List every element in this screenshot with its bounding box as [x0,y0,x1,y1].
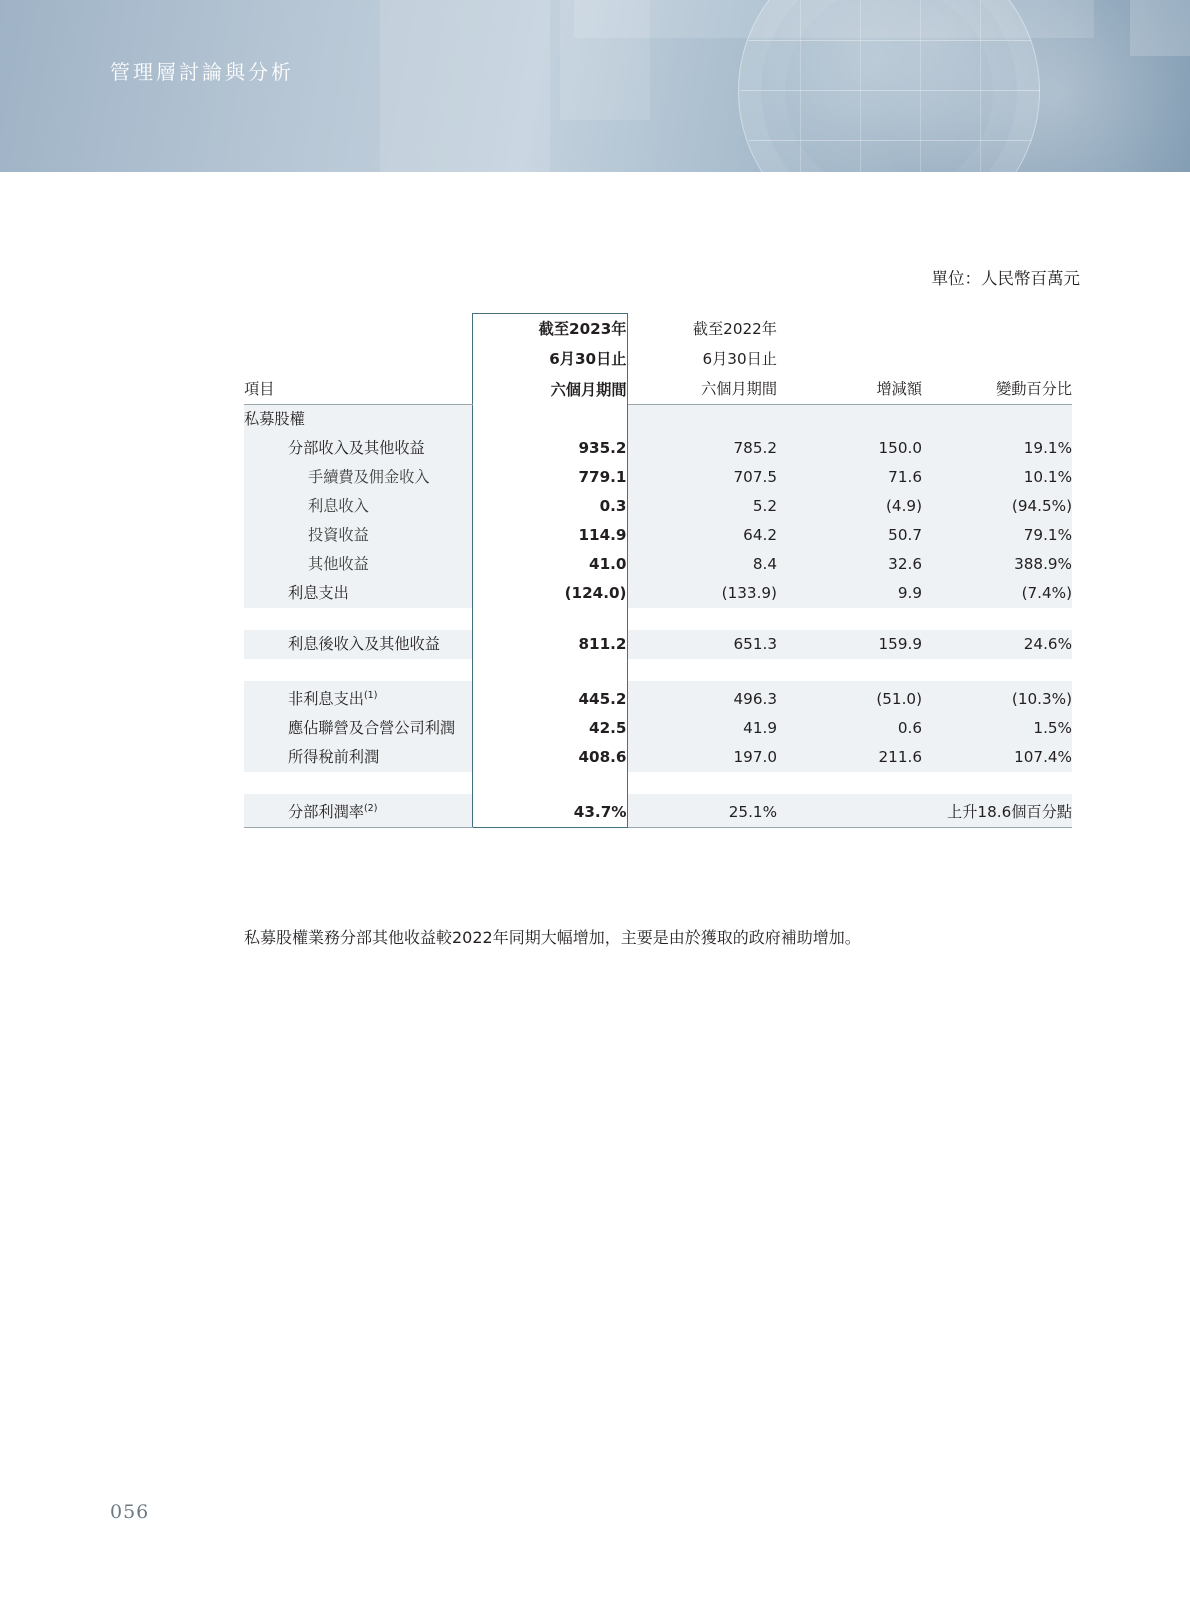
header-pct-label: 變動百分比 [922,374,1072,405]
spacer-cell [244,608,472,630]
spacer-cell [777,659,922,681]
spacer-cell [922,608,1072,630]
banner-shard-decor [560,0,650,120]
table-header-row-3 [244,374,1072,405]
row-value-2023: 935.2 [472,434,627,463]
row-value-pct: 388.9% [1014,555,1072,573]
row-value-pct: 1.5% [1033,719,1072,738]
table-row [244,630,1072,659]
table-row [244,405,1072,435]
row-value-2023: 42.5 [472,714,627,743]
row-value-2022: (133.9) [721,584,777,602]
row-value-2022: 41.9 [743,719,777,738]
body-paragraph: 私募股權業務分部其他收益較2022年同期大幅增加，主要是由於獲取的政府補助增加。 [244,928,861,947]
row-value-delta: 0.6 [897,719,922,738]
table-row [244,550,1072,579]
row-value-2023: 43.7% [472,794,627,828]
row-value-2023: 0.3 [472,492,627,521]
header-2023-line2: 6月30日止 [472,344,627,374]
header-2022-line1: 截至2022年 [692,320,777,338]
table-row [244,743,1072,772]
row-value-delta-note: 上升18.6個百分點 [777,794,1072,828]
row-value-2022: 64.2 [743,526,777,544]
table-row [244,492,1072,521]
header-pct-spacer [922,314,1072,345]
row-value-2022: 5.2 [752,497,777,515]
row-value-pct: (94.5%) [1011,497,1072,515]
spacer-cell-band [472,772,627,794]
table-row [244,579,1072,608]
row-label: 應佔聯營及合營公司利潤 [288,719,456,738]
row-value-delta: 71.6 [888,468,922,486]
row-value-2023: 408.6 [472,743,627,772]
spacer-cell [777,772,922,794]
row-value-2023: 445.2 [472,681,627,714]
banner-shard-decor [380,0,550,172]
table-row [244,714,1072,743]
spacer-cell [244,772,472,794]
row-label: 手續費及佣金收入 [308,468,430,486]
row-label: 私募股權 [244,410,305,428]
page-title: 管理層討論與分析 [110,60,294,84]
header-2023-line3: 六個月期間 [472,374,627,405]
row-value-pct: 107.4% [1014,748,1072,767]
header-2023-line1: 截至2023年 [472,314,627,345]
row-label: 其他收益 [308,555,369,573]
row-value-delta: 32.6 [888,555,922,573]
row-value-pct: 19.1% [1023,439,1072,457]
spacer-cell-band [472,608,627,630]
header-pct-spacer-2 [922,344,1072,374]
table-row [244,794,1072,828]
table-spacer-row [244,659,1072,681]
header-spacer [244,314,472,345]
row-value-delta: 159.9 [878,635,922,653]
financial-table [244,313,1072,828]
row-label: 分部收入及其他收益 [288,439,425,457]
table-row [244,681,1072,714]
row-value-delta: 211.6 [878,748,922,767]
row-value-delta: 9.9 [897,584,922,602]
table-row [244,434,1072,463]
page-number: 056 [110,1501,150,1523]
row-value-delta [777,405,922,435]
globe-grid-decor-icon [740,0,1040,172]
spacer-cell [627,659,777,681]
spacer-cell [627,608,777,630]
table-header-row-1 [244,314,1072,345]
row-label: 利息收入 [308,497,369,515]
row-value-delta: (51.0) [876,690,922,709]
row-value-2023: 779.1 [472,463,627,492]
row-value-2022 [627,405,777,435]
row-label-text: 分部利潤率 [288,803,364,822]
row-value-delta: 150.0 [878,439,922,457]
unit-note: 單位：人民幣百萬元 [931,269,1080,288]
row-value-2022: 785.2 [733,439,777,457]
row-label: 所得稅前利潤 [288,748,380,767]
table-spacer-row [244,772,1072,794]
header-delta-spacer-2 [777,344,922,374]
row-value-pct: 10.1% [1023,468,1072,486]
header-item-label: 項目 [244,374,472,405]
spacer-cell [627,772,777,794]
row-value-2023: (124.0) [472,579,627,608]
row-label: 利息支出 [288,584,349,602]
row-value-2022: 496.3 [733,690,777,709]
spacer-cell [244,659,472,681]
spacer-cell [777,608,922,630]
row-value-2023: 811.2 [472,630,627,659]
spacer-cell-band [472,659,627,681]
row-value-2022: 8.4 [752,555,777,573]
spacer-cell [922,772,1072,794]
row-label-footnote: (2) [363,803,378,815]
row-value-2023: 114.9 [472,521,627,550]
table-spacer-row [244,608,1072,630]
row-label-footnote: (1) [363,690,378,701]
table-row [244,521,1072,550]
row-value-delta: 50.7 [888,526,922,544]
row-label: 利息後收入及其他收益 [288,635,440,653]
row-value-2022: 25.1% [627,794,777,828]
row-label-text: 非利息支出 [288,690,364,709]
row-value-2022: 197.0 [733,748,777,767]
row-value-delta: (4.9) [885,497,922,515]
row-value-pct: 24.6% [1023,635,1072,653]
row-value-2023: 41.0 [472,550,627,579]
row-label [244,794,472,828]
header-delta-spacer [777,314,922,345]
row-value-2022: 707.5 [733,468,777,486]
row-label [244,681,472,714]
header-2022-line3: 六個月期間 [627,374,777,405]
row-value-pct: 79.1% [1023,526,1072,544]
header-delta-label: 增減額 [777,374,922,405]
row-value-pct [922,405,1072,435]
row-label: 投資收益 [308,526,369,544]
row-value-2022: 651.3 [733,635,777,653]
page-header-banner [0,0,1190,172]
header-2022-line2: 6月30日止 [702,350,777,368]
table-row [244,463,1072,492]
spacer-cell [922,659,1072,681]
row-value-2023 [472,405,627,435]
row-value-pct: (7.4%) [1021,584,1072,602]
financial-table-container [244,313,1072,828]
table-header-row-2 [244,344,1072,374]
header-spacer-2 [244,344,472,374]
row-value-pct: (10.3%) [1011,690,1072,709]
